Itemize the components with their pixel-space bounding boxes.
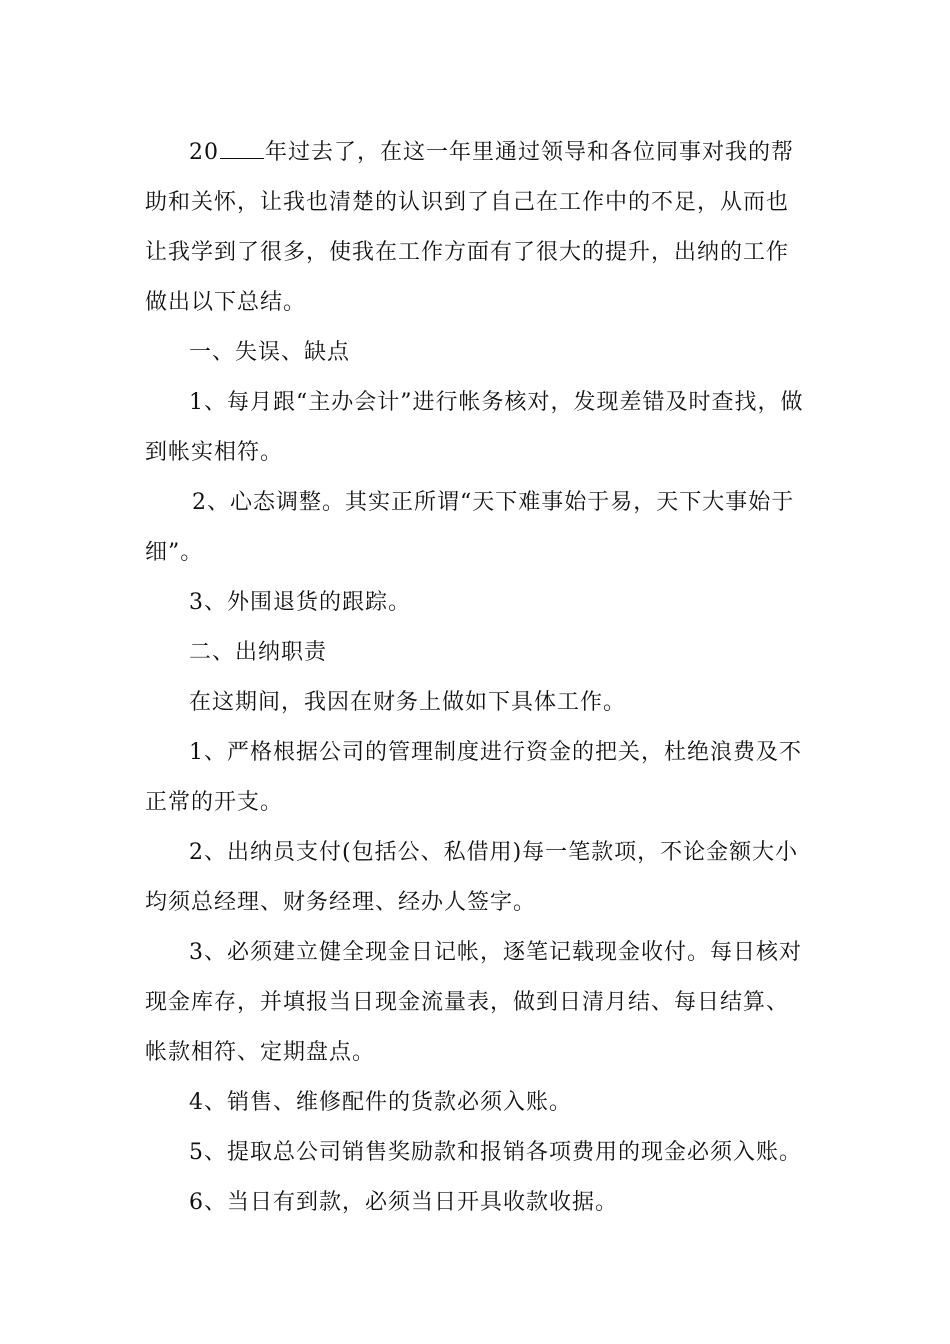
section2-heading: 二、出纳职责 [189, 640, 328, 665]
section2-item-1: 1、严格根据公司的管理制度进行资金的把关，杜绝浪费及不正常的开支。 [145, 740, 802, 815]
intro-paragraph [145, 128, 810, 328]
section2-item-3: 3、必须建立健全现金日记帐，逐笔记载现金收付。每日核对现金库存，并填报当日现金流量表，做到日清月结、每日结算、帐款相符、定期盘点。 [145, 940, 802, 1065]
year-blank-underline [220, 140, 264, 159]
section1-heading: 一、失误、缺点 [189, 340, 351, 365]
intro-year-prefix: 20 [189, 140, 219, 165]
section1-item-3: 3、外围退货的跟踪。 [189, 590, 411, 615]
section1-item-2: 2、心态调整。其实正所谓“天下难事始于易，天下大事始于细”。 [145, 490, 795, 565]
section2-item-5: 5、提取总公司销售奖励款和报销各项费用的现金必须入账。 [189, 1140, 802, 1165]
section2-lead: 在这期间，我因在财务上做如下具体工作。 [189, 690, 627, 715]
intro-text: 年过去了，在这一年里通过领导和各位同事对我的帮助和关怀，让我也清楚的认识到了自己在工作中的不足，从而也让我学到了很多，使我在工作方面有了很大的提升，出纳的工作做出以下总结。 [145, 140, 795, 315]
document-body [145, 128, 810, 1228]
section1-item-1: 1、每月跟“主办会计”进行帐务核对，发现差错及时查找，做到帐实相符。 [145, 390, 804, 465]
section2-item-2: 2、出纳员支付(包括公、私借用)每一笔款项，不论金额大小均须总经理、财务经理、经办人签字。 [145, 840, 799, 915]
section2-item-6: 6、当日有到款，必须当日开具收款收据。 [189, 1190, 618, 1215]
section2-item-4: 4、销售、维修配件的货款必须入账。 [189, 1090, 572, 1115]
